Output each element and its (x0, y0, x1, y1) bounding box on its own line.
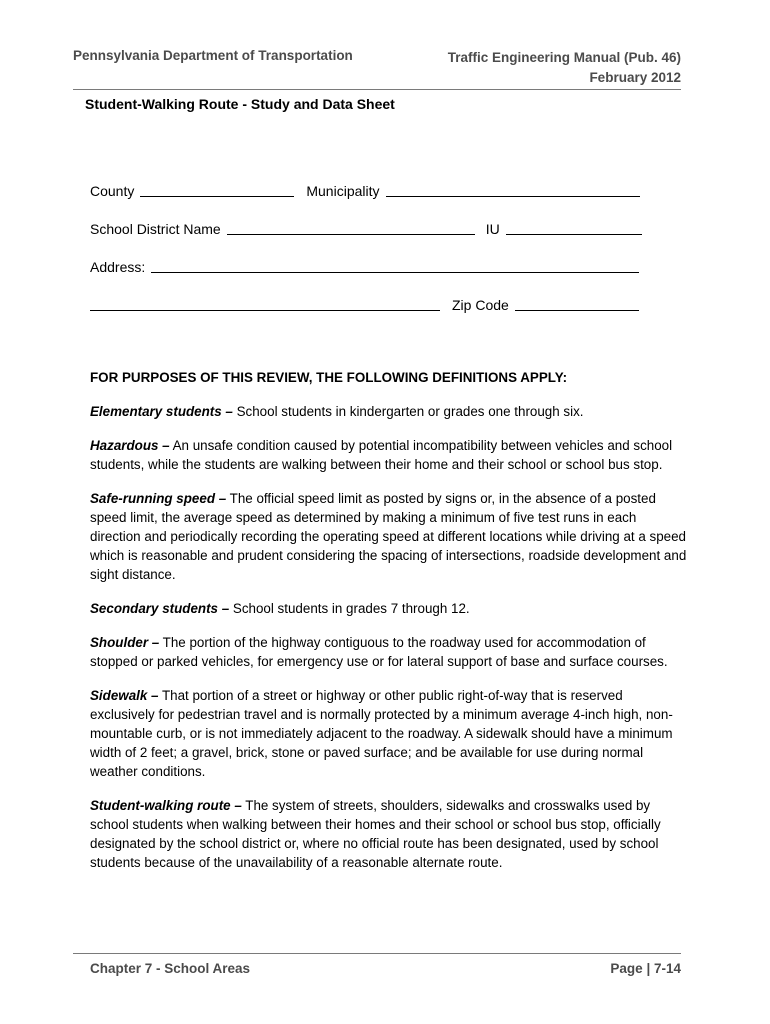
municipality-label: Municipality (306, 183, 380, 199)
iu-label: IU (485, 221, 500, 237)
municipality-field[interactable] (386, 182, 640, 197)
definition-text: School students in kindergarten or grades one through six. (232, 404, 584, 419)
footer-chapter: Chapter 7 - School Areas (90, 961, 251, 976)
definition-term: Hazardous – (90, 438, 170, 453)
header-organization: Pennsylvania Department of Transportation (73, 48, 353, 63)
definition-term: Student-walking route – (90, 798, 242, 813)
definition-secondary-students (90, 599, 690, 618)
footer-divider (73, 953, 681, 954)
form-row-county (90, 182, 646, 199)
county-label: County (90, 183, 135, 199)
definitions-section (90, 368, 690, 887)
definition-sidewalk (90, 686, 690, 781)
definition-shoulder (90, 633, 690, 671)
form-row-school-district (90, 220, 648, 237)
definition-elementary-students (90, 402, 690, 421)
footer-page-number: Page | 7-14 (610, 961, 681, 976)
definition-term: Elementary students – (90, 404, 233, 419)
definition-hazardous (90, 436, 690, 474)
definition-term: Safe-running speed – (90, 491, 227, 506)
definition-term: Secondary students – (90, 601, 230, 616)
definition-text: That portion of a street or highway or other public right-of-way that is reserved exclusively for pedestrian travel and is normally protected by a minimum average 4-inch high, non-mountable curb, or is not immediately adjacent to the roadway. A sidewalk should have a minimum width of 2 feet; a gravel, brick, stone or paved surface; and be available for use during normal weather conditions. (90, 688, 673, 779)
form-row-zip (84, 296, 645, 313)
header-date: February 2012 (589, 70, 681, 85)
header-manual-title: Traffic Engineering Manual (Pub. 46) (447, 50, 681, 65)
address-field-line1[interactable] (151, 258, 639, 273)
zip-field[interactable] (515, 296, 639, 311)
definition-safe-running-speed (90, 489, 690, 584)
school-district-label: School District Name (90, 221, 221, 237)
county-field[interactable] (140, 182, 294, 197)
definition-text: School students in grades 7 through 12. (229, 601, 470, 616)
form-row-address (90, 258, 645, 275)
header-manual-info (448, 48, 681, 88)
page-title: Student-Walking Route - Study and Data Sheet (85, 96, 395, 112)
address-field-line2[interactable] (90, 296, 440, 311)
definition-text: The portion of the highway contiguous to the roadway used for accommodation of stopped or parked vehicles, for emergency use or for lateral support of base and surface courses. (90, 635, 668, 669)
definition-student-walking-route (90, 796, 690, 872)
definition-text: An unsafe condition caused by potential incompatibility between vehicles and school students, while the students are walking between their home and their school or school bus stop. (90, 438, 673, 472)
definition-term: Shoulder – (90, 635, 160, 650)
header-divider (73, 89, 681, 90)
definition-text: The system of streets, shoulders, sidewalks and crosswalks used by school students when walking between their homes and their school or school bus stop, officially designated by the school district or, where no official route has been designated, used by school students because of the unavailability of a reasonable alternate route. (90, 798, 661, 870)
address-label: Address: (90, 259, 146, 275)
definition-text: The official speed limit as posted by signs or, in the absence of a posted speed limit, the average speed as determined by making a minimum of five test runs in each direction and periodically recording the operating speed at different locations while driving at a speed which is reasonable and prudent considering the spacing of intersections, roadside development and sight distance. (90, 491, 687, 582)
definitions-heading: FOR PURPOSES OF THIS REVIEW, THE FOLLOWING DEFINITIONS APPLY: (90, 370, 568, 385)
school-district-field[interactable] (227, 220, 475, 235)
iu-field[interactable] (506, 220, 642, 235)
zip-label: Zip Code (452, 297, 509, 313)
definition-term: Sidewalk – (90, 688, 159, 703)
